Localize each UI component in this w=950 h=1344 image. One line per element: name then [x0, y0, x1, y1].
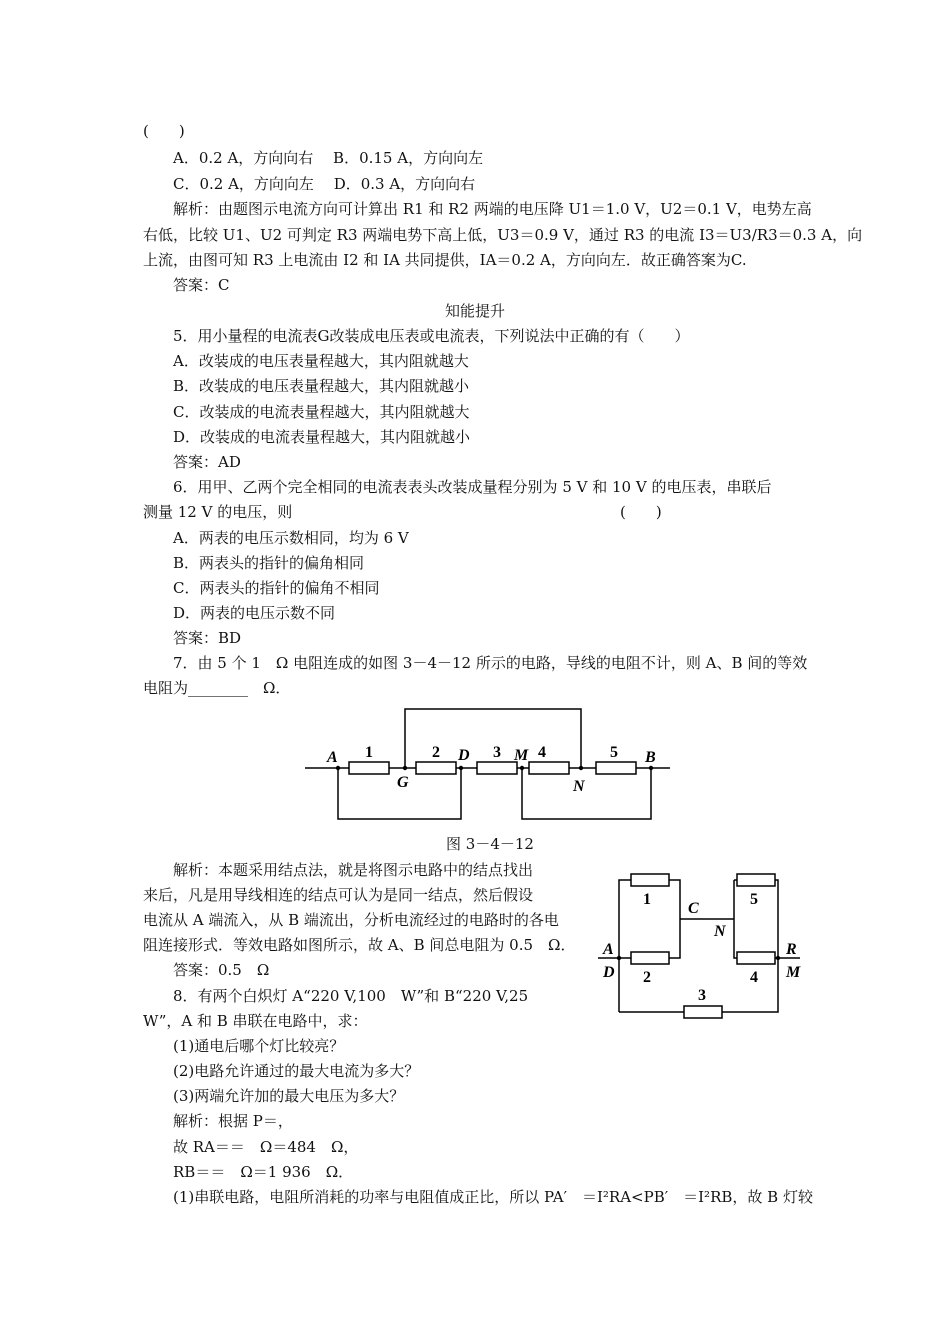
- fig1-label-r4: 4: [538, 744, 546, 761]
- fig1-label-r2: 2: [432, 744, 440, 761]
- q4-options-row2: C．0.2 A，方向向左 D．0.3 A，方向向右: [173, 175, 476, 193]
- fig2-label-d: D: [603, 964, 615, 981]
- q7-analysis-line1: 解析：本题采用结点法，就是将图示电路中的结点找出: [173, 861, 534, 879]
- q4-analysis-line1: 解析：由题图示电流方向可计算出 R1 和 R2 两端的电压降 U1＝1.0 V，U2＝0.1 V，电势左高: [173, 200, 812, 218]
- q8-part1: (1)通电后哪个灯比较亮？: [173, 1037, 345, 1055]
- q6-option-c: C．两表头的指针的偏角不相同: [173, 579, 380, 597]
- fig2-label-n: N: [714, 923, 726, 940]
- q8-last-line: (1)串联电路，电阻所消耗的功率与电阻值成正比，所以 PA′ ＝I²RA<PB′ ＝I²RB，故 B 灯较: [173, 1188, 813, 1206]
- fig1-label-r5: 5: [610, 744, 618, 761]
- q6-answer: 答案：BD: [173, 629, 242, 647]
- fig2-label-m: M: [786, 964, 801, 981]
- resistor-3: [477, 762, 517, 774]
- q6-option-a: A．两表的电压示数相同，均为 6 V: [173, 529, 409, 547]
- resistor-5: [596, 762, 636, 774]
- q4-paren: ( ): [143, 122, 185, 140]
- equivalent-circuit-figure: [598, 860, 808, 1020]
- fig1-label-r3: 3: [493, 744, 501, 761]
- q8-ra: 故 RA＝＝ Ω＝484 Ω，: [173, 1138, 359, 1156]
- fig1-label-r1: 1: [365, 744, 373, 761]
- q6-option-d: D．两表的电压示数不同: [173, 604, 336, 622]
- resistor-4: [529, 762, 569, 774]
- figure-caption: 图 3－4－12: [446, 835, 534, 853]
- fig1-label-g: G: [397, 774, 409, 791]
- q5-option-d: D．改装成的电流表量程越大，其内阻就越小: [173, 428, 471, 446]
- eq-resistor-2: [631, 952, 669, 964]
- q7-analysis-line3: 电流从 A 端流入，从 B 端流出，分析电流经过的电路时的各电: [143, 911, 559, 929]
- fig2-label-r5: 5: [750, 891, 758, 908]
- q7-analysis-line2: 来后，凡是用导线相连的结点可认为是同一结点，然后假设: [143, 886, 534, 904]
- q8-stem-line2: W”，A 和 B 串联在电路中，求：: [143, 1012, 368, 1030]
- eq-resistor-4: [737, 952, 775, 964]
- resistor-2: [416, 762, 456, 774]
- fig1-label-a: A: [327, 749, 338, 766]
- q5-option-b: B．改装成的电压表量程越大，其内阻就越小: [173, 377, 470, 395]
- eq-resistor-1: [631, 874, 669, 886]
- fig1-label-n: N: [573, 778, 585, 795]
- q4-options-row1: A．0.2 A，方向向右 B．0.15 A，方向向左: [173, 149, 484, 167]
- fig1-label-m: M: [514, 747, 529, 764]
- resistor-1: [349, 762, 389, 774]
- q6-option-b: B．两表头的指针的偏角相同: [173, 554, 365, 572]
- fig2-label-r4: 4: [750, 969, 758, 986]
- fig2-label-r: R: [786, 941, 797, 958]
- fig2-label-c: C: [688, 900, 699, 917]
- fig2-label-r2: 2: [643, 969, 651, 986]
- q7-stem-line1: 7．由 5 个 1 Ω 电阻连成的如图 3－4－12 所示的电路，导线的电阻不计，则 A、B 间的等效: [173, 654, 808, 672]
- q5-stem: 5．用小量程的电流表G改装成电压表或电流表，下列说法中正确的有（ ）: [173, 327, 690, 345]
- q8-stem-line1: 8．有两个白炽灯 A“220 V,100 W”和 B“220 V,25: [173, 987, 529, 1005]
- fig2-label-r3: 3: [698, 987, 706, 1004]
- q5-answer: 答案：AD: [173, 453, 241, 471]
- q6-stem-line1: 6．用甲、乙两个完全相同的电流表表头改装成量程分别为 5 V 和 10 V 的电压表，串联后: [173, 478, 772, 496]
- q4-analysis-line3: 上流，由图可知 R3 上电流由 I2 和 IA 共同提供，IA＝0.2 A，方向向左．故正确答案为C.: [143, 251, 747, 269]
- q4-answer: 答案：C: [173, 276, 230, 294]
- fig1-label-d: D: [458, 747, 470, 764]
- q8-part2: (2)电路允许通过的最大电流为多大？: [173, 1062, 420, 1080]
- q8-analysis: 解析：根据 P＝，: [173, 1112, 293, 1130]
- fig2-label-r1: 1: [643, 891, 651, 908]
- q8-part3: (3)两端允许加的最大电压为多大？: [173, 1087, 405, 1105]
- q4-analysis-line2: 右低，比较 U1、U2 可判定 R3 两端电势下高上低，U3＝0.9 V，通过 R3 的电流 I3＝U3/R3＝0.3 A，向: [143, 226, 863, 244]
- q5-option-c: C．改装成的电流表量程越大，其内阻就越大: [173, 403, 470, 421]
- section-title: 知能提升: [444, 302, 505, 320]
- circuit-figure-3-4-12: [305, 700, 675, 830]
- fig1-label-b: B: [645, 749, 656, 766]
- q5-option-a: A．改装成的电压表量程越大，其内阻就越大: [173, 352, 469, 370]
- q7-answer: 答案：0.5 Ω: [173, 961, 270, 979]
- q6-paren: ( ): [620, 503, 662, 521]
- eq-resistor-3: [684, 1006, 722, 1018]
- fig2-label-a: A: [603, 941, 614, 958]
- eq-resistor-5: [737, 874, 775, 886]
- q8-rb: RB＝＝ Ω＝1 936 Ω．: [173, 1163, 354, 1181]
- q7-stem-line2: 电阻为________ Ω．: [143, 679, 291, 697]
- q6-stem-line2: 测量 12 V 的电压，则: [143, 503, 293, 521]
- q7-analysis-line4: 阻连接形式．等效电路如图所示，故 A、B 间总电阻为 0.5 Ω．: [143, 936, 576, 954]
